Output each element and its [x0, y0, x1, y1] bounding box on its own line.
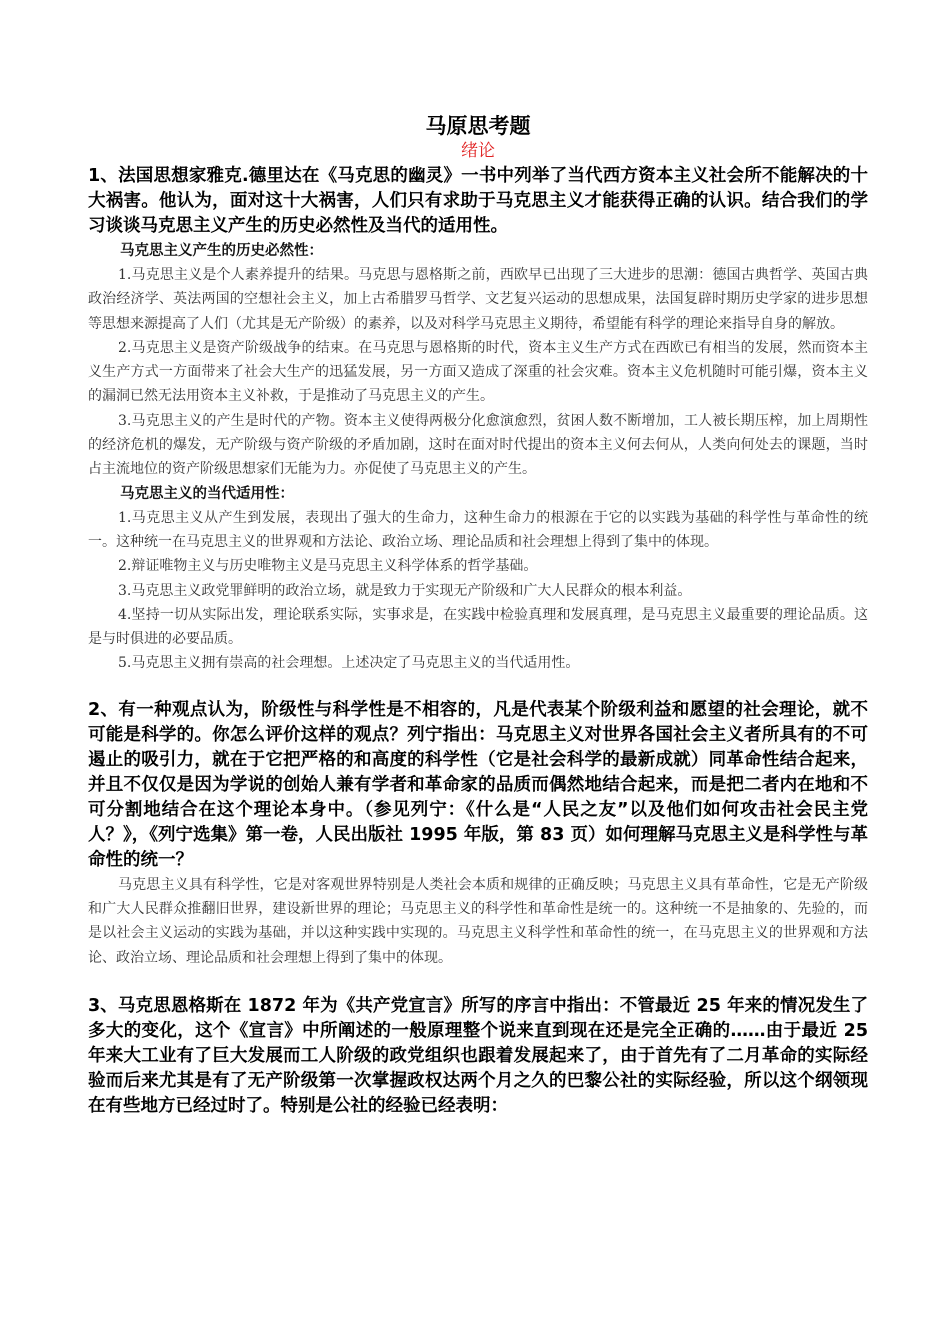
- q1-section-1-para-1: 1.马克思主义是个人素养提升的结果。马克思与恩格斯之前，西欧早已出现了三大进步的思潮：德国古典哲学、英国古典政治经济学、英法两国的空想社会主义，加上古希腊罗马哲学、文艺复兴运动的思想成果，法国复辟时期历史学家的进步思想等思想来源提高了人们（尤其是无产阶级）的素养，以及对科学马克思主义期待，希望能有科学的理论来指导自身的解放。: [88, 267, 868, 332]
- q1-section-2-para-5: 5.马克思主义拥有崇高的社会理想。上述决定了马克思主义的当代适用性。: [118, 655, 580, 672]
- q1-section-1-label: 马克思主义产生的历史必然性：: [120, 243, 323, 259]
- q1-section-2-para-4: 4.坚持一切从实际出发，理论联系实际，实事求是，在实践中检验真理和发展真理，是马克思主义最重要的理论品质。这是与时俱进的必要品质。: [88, 606, 868, 648]
- q1-section-2-para-1: 1.马克思主义从产生到发展，表现出了强大的生命力，这种生命力的根源在于它的以实践为基础的科学性与革命性的统一。这种统一在马克思主义的世界观和方法论、政治立场、理论品质和社会理想上得到了集中的体现。: [88, 509, 868, 550]
- chapter-subtitle: 绪论: [461, 141, 495, 161]
- spacer: [88, 676, 868, 698]
- question-2: 2、有一种观点认为，阶级性与科学性是不相容的，凡是代表某个阶级利益和愿望的社会理论，就不可能是科学的。你怎么评价这样的观点？列宁指出：马克思主义对世界各国社会主义者所具有的不可遏止的吸引力，就在于它把严格的和高度的科学性（它是社会科学的最新成就）同革命性结合起来，并且不仅仅是因为学说的创始人兼有学者和革命家的品质而偶然地结合起来，而是把二者内在地和不可分割地结合在这个理论本身中。（参见列宁：《什么是“人民之友”以及他们如何攻击社会民主党人？》，《列宁选集》第一卷，人民出版社 1995 年版，第 83 页）如何理解马克思主义是科学性与革命性的统一？: [88, 699, 868, 870]
- q1-section-2-para-3: 3.马克思主义政党罪鲜明的政治立场，就是致力于实现无产阶级和广大人民群众的根本利益。: [118, 582, 692, 599]
- q1-section-1-para-2: 2.马克思主义是资产阶级战争的结束。在马克思与恩格斯的时代，资本主义生产方式在西欧已有相当的发展，然而资本主义生产方式一方面带来了社会大生产的迅猛发展，另一方面又造成了深重的社会灾难。资本主义危机随时可能引爆，资本主义的漏洞已然无法用资本主义补救，于是推动了马克思主义的产生。: [88, 339, 868, 405]
- document-page: [88, 112, 868, 1119]
- spacer: [88, 970, 868, 994]
- question-1: 1、法国思想家雅克.德里达在《马克思的幽灵》一书中列举了当代西方资本主义社会所不能解决的十大祸害。他认为，面对这十大祸害，人们只有求助于马克思主义才能获得正确的认识。结合我们的学习谈谈马克思主义产生的历史必然性及当代的适用性。: [88, 166, 868, 236]
- q2-answer: 马克思主义具有科学性，它是对客观世界特别是人类社会本质和规律的正确反映；马克思主义具有革命性，它是无产阶级和广大人民群众推翻旧世界，建设新世界的理论；马克思主义的科学性和革命性是统一的。这种统一不是抽象的、先验的，而是以社会主义运动的实践为基础，并以这种实践中实现的。马克思主义科学性和革命性的统一，在马克思主义的世界观和方法论、政治立场、理论品质和社会理想上得到了集中的体现。: [88, 876, 868, 966]
- question-3: 3、马克思恩格斯在 1872 年为《共产党宣言》所写的序言中指出：不管最近 25 年来的情况发生了多大的变化，这个《宣言》中所阐述的一般原理整个说来直到现在还是完全正确的……由于最近 25 年来大工业有了巨大发展而工人阶级的政党组织也跟着发展起来了，由于首先有了二月革命的实际经验而后来尤其是有了无产阶级第一次掌握政权达两个月之久的巴黎公社的实际经验，所以这个纲领现在有些地方已经过时了。特别是公社的经验已经表明：: [88, 995, 868, 1116]
- q1-section-2-para-2: 2.辩证唯物主义与历史唯物主义是马克思主义科学体系的哲学基础。: [118, 558, 538, 575]
- document-title: 马原思考题: [425, 113, 531, 138]
- q1-section-2-label: 马克思主义的当代适用性：: [120, 485, 294, 502]
- q1-section-1-para-3: 3.马克思主义的产生是时代的产物。资本主义使得两极分化愈演愈烈，贫困人数不断增加，工人被长期压榨，加上周期性的经济危机的爆发，无产阶级与资产阶级的矛盾加剧，这时在面对时代提出的资本主义何去何从，人类向何处去的课题，当时占主流地位的资产阶级思想家们无能为力。亦促使了马克思主义的产生。: [88, 412, 868, 478]
